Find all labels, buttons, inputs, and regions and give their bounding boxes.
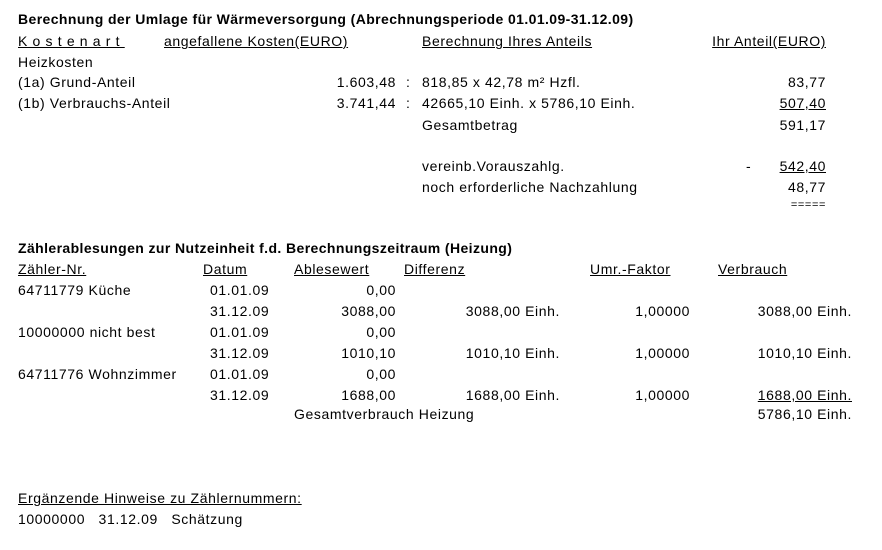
row-1a-cost: 1.603,48 [336,74,396,90]
header-kostenart: Kostenart [18,33,125,49]
meter-total-value: 5786,10 Einh. [757,406,852,422]
due-value: 48,77 [787,179,826,195]
prepayment-label: vereinb.Vorauszahlg. [422,158,565,174]
meter-row-date: 01.01.09 [210,324,270,340]
meter-total-label: Gesamtverbrauch Heizung [294,406,475,422]
notes-line: 10000000 31.12.09 Schätzung [18,511,243,527]
meter-row-date: 01.01.09 [210,282,270,298]
prepayment-value: 542,40 [779,158,826,174]
header-verbrauch: Verbrauch [718,261,788,277]
meter-row-meter: 10000000 nicht best [18,324,156,340]
meter-row-date: 31.12.09 [210,387,270,403]
row-1a-label: (1a) Grund-Anteil [18,74,136,90]
header-berechnung: Berechnung Ihres Anteils [422,33,593,49]
header-ablesewert: Ablesewert [294,261,370,277]
header-angefallene-kosten: angefallene Kosten(EURO) [164,33,349,49]
due-label: noch erforderliche Nachzahlung [422,179,638,195]
meter-row-meter: 64711776 Wohnzimmer [18,366,177,382]
meter-row-reading: 3088,00 [341,303,396,319]
meter-row-date: 31.12.09 [210,303,270,319]
meter-row-reading: 0,00 [366,366,396,382]
row-1a-sep: : [406,74,411,90]
notes-title: Ergänzende Hinweise zu Zählernummern: [18,490,302,506]
prepayment-minus: - [746,158,752,174]
meter-row-difference: 3088,00 Einh. [465,303,560,319]
total-label: Gesamtbetrag [422,117,518,133]
row-1b-cost: 3.741,44 [336,95,396,111]
meter-row-reading: 1688,00 [341,387,396,403]
double-underline: ===== [790,199,826,211]
cost-category: Heizkosten [18,54,94,70]
meter-section-title: Zählerablesungen zur Nutzeinheit f.d. Berechnungszeitraum (Heizung) [18,240,513,256]
meter-row-date: 31.12.09 [210,345,270,361]
meter-row-consumption: 1010,10 Einh. [757,345,852,361]
meter-row-difference: 1010,10 Einh. [465,345,560,361]
meter-row-factor: 1,00000 [635,303,690,319]
row-1a-calc: 818,85 x 42,78 m² Hzfl. [422,74,581,90]
meter-row-factor: 1,00000 [635,387,690,403]
header-ihr-anteil: Ihr Anteil(EURO) [712,33,826,49]
cost-section-title: Berechnung der Umlage für Wärmeversorgung (Abrechnungsperiode 01.01.09-31.12.09) [18,11,634,27]
row-1b-share: 507,40 [779,95,826,111]
meter-row-meter: 64711779 Küche [18,282,132,298]
meter-row-consumption: 1688,00 Einh. [757,387,852,403]
meter-row-factor: 1,00000 [635,345,690,361]
meter-row-date: 01.01.09 [210,366,270,382]
header-umr-faktor: Umr.-Faktor [590,261,671,277]
meter-row-consumption: 3088,00 Einh. [757,303,852,319]
meter-row-reading: 1010,10 [341,345,396,361]
meter-row-difference: 1688,00 Einh. [465,387,560,403]
row-1b-calc: 42665,10 Einh. x 5786,10 Einh. [422,95,636,111]
meter-row-reading: 0,00 [366,282,396,298]
meter-row-reading: 0,00 [366,324,396,340]
total-value: 591,17 [779,117,826,133]
row-1a-share: 83,77 [787,74,826,90]
header-datum: Datum [203,261,248,277]
header-zaehler-nr: Zähler-Nr. [18,261,87,277]
row-1b-sep: : [406,95,411,111]
row-1b-label: (1b) Verbrauchs-Anteil [18,95,171,111]
header-differenz: Differenz [404,261,466,277]
